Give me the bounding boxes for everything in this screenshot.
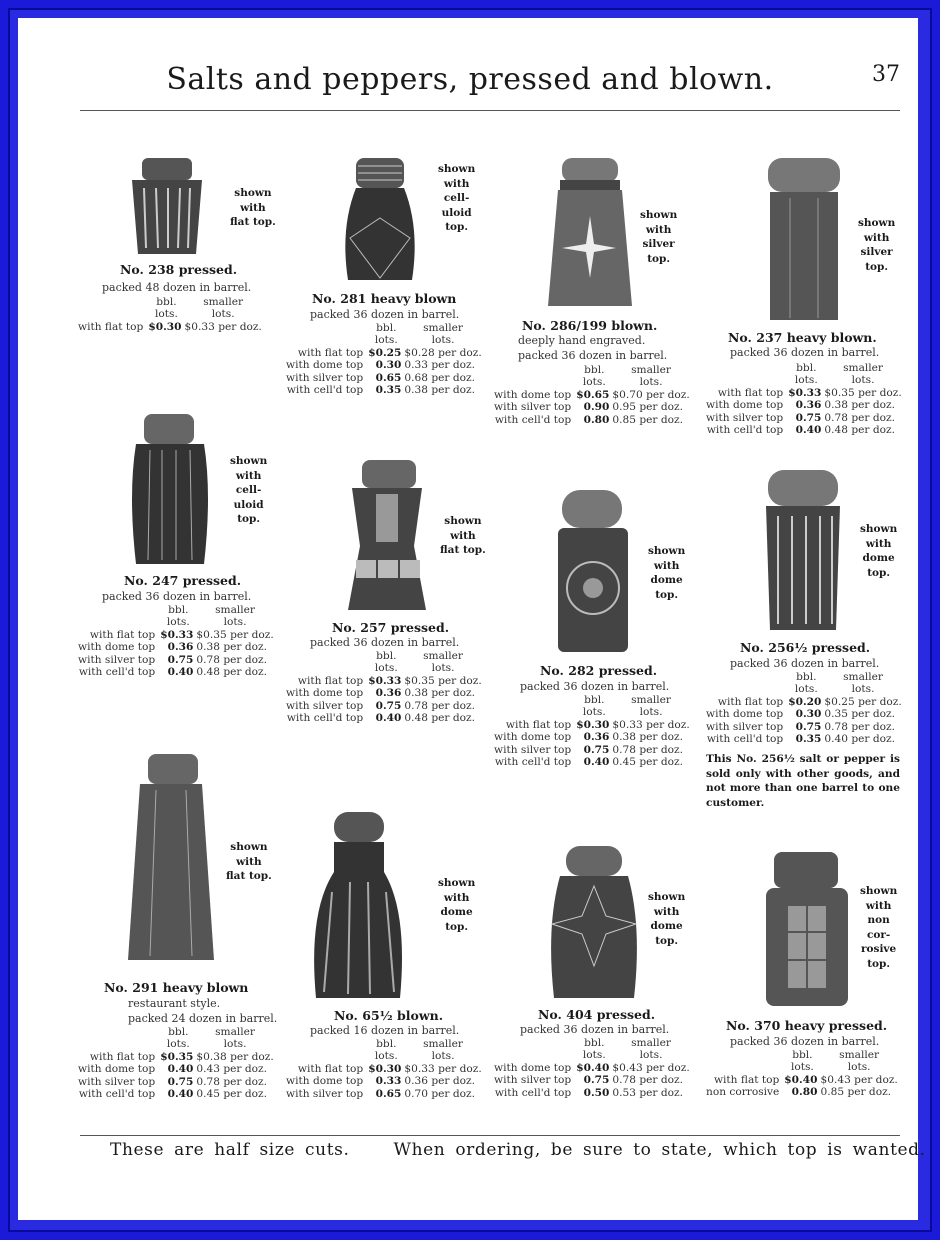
header-smaller-lots: smaller xyxy=(423,322,464,334)
smaller-lots-price: 0.85 per doz. xyxy=(612,413,683,426)
item-11-top-note: shown with dome top. xyxy=(648,891,686,947)
price-row xyxy=(494,1074,690,1086)
top-type: with silver top xyxy=(286,1087,364,1100)
top-type: with flat top xyxy=(297,346,364,359)
item-2-product-name: No. 281 heavy blown xyxy=(312,291,457,306)
item-7-top-note: shown with dome top. xyxy=(648,545,686,601)
top-type: with flat top xyxy=(78,320,144,333)
barrel-price: $0.30 xyxy=(576,718,610,731)
footer-ordering-note: When ordering, be sure to state, which top is wanted. xyxy=(393,1140,926,1160)
smaller-lots-price: $0.43 per doz. xyxy=(612,1061,690,1074)
header-smaller-lots: smaller xyxy=(843,362,884,374)
price-row xyxy=(706,733,902,745)
shaker-247-illustration xyxy=(128,414,212,566)
header-smaller-lots: smaller xyxy=(203,296,244,308)
top-type: non corrosive xyxy=(706,1086,780,1099)
top-type: with silver top xyxy=(494,1074,572,1087)
header-bbl-lots: lots. xyxy=(582,1049,606,1062)
price-row xyxy=(706,412,902,424)
header-bbl-lots: lots. xyxy=(790,1061,814,1074)
smaller-lots-price: 0.48 per doz. xyxy=(824,424,895,437)
smaller-lots-price: $0.28 per doz. xyxy=(404,346,482,359)
page-number: 37 xyxy=(872,62,900,87)
price-row xyxy=(706,399,902,411)
barrel-price: 0.40 xyxy=(583,756,610,769)
top-type: with dome top xyxy=(494,731,572,744)
barrel-price: 0.40 xyxy=(795,424,822,437)
top-type: with flat top xyxy=(89,1050,156,1063)
barrel-price: 0.75 xyxy=(583,743,610,756)
top-type: with cell'd top xyxy=(78,666,156,679)
header-smaller-lots: smaller xyxy=(631,1037,672,1049)
top-type: with dome top xyxy=(706,399,784,412)
header-smaller-lots: smaller xyxy=(631,694,672,706)
smaller-lots-price: 0.78 per doz. xyxy=(612,743,683,756)
price-row xyxy=(78,321,262,333)
top-type: with flat top xyxy=(717,386,784,399)
smaller-lots-price: 0.68 per doz. xyxy=(404,371,475,384)
item-11-packing-note: packed 36 dozen in barrel. xyxy=(520,1023,670,1036)
barrel-price: 0.36 xyxy=(167,641,194,654)
item-1-packing-note: packed 48 dozen in barrel. xyxy=(102,281,252,294)
item-8-product-name: No. 256½ pressed. xyxy=(740,640,871,655)
smaller-lots-price: 0.45 per doz. xyxy=(612,756,683,769)
barrel-price: 0.30 xyxy=(375,359,402,372)
barrel-price: 0.75 xyxy=(795,720,822,733)
price-row xyxy=(706,1086,898,1098)
barrel-price: 0.75 xyxy=(167,653,194,666)
shaker-281-illustration xyxy=(340,158,420,284)
page-title: Salts and peppers, pressed and blown. xyxy=(166,62,774,97)
item-8-price-table xyxy=(706,671,902,745)
header-bbl-lots: bbl. xyxy=(584,364,605,376)
smaller-lots-price: $0.35 per doz. xyxy=(404,674,482,687)
item-6-price-table xyxy=(286,650,482,724)
item-8-packing-note: packed 36 dozen in barrel. xyxy=(730,657,880,670)
header-bbl-lots: bbl. xyxy=(168,1026,189,1038)
smaller-lots-price: 0.38 per doz. xyxy=(404,687,475,700)
smaller-lots-price: 0.78 per doz. xyxy=(612,1074,683,1087)
item-5-top-note: shown with cell- uloid top. xyxy=(230,455,268,525)
top-type: with cell'd top xyxy=(286,384,364,397)
top-type: with flat top xyxy=(89,628,156,641)
barrel-price: $0.20 xyxy=(788,695,822,708)
barrel-price: $0.40 xyxy=(576,1061,610,1074)
price-row xyxy=(494,414,690,426)
header-bbl-lots: lots. xyxy=(582,706,606,719)
barrel-price: 0.35 xyxy=(375,384,402,397)
item-3-packing-note: packed 36 dozen in barrel. xyxy=(518,349,668,362)
price-row xyxy=(706,708,902,720)
item-9-packing-note: restaurant style. xyxy=(128,997,221,1010)
barrel-price: 0.75 xyxy=(583,1074,610,1087)
top-type: with flat top xyxy=(713,1073,780,1086)
header-bbl-lots: lots. xyxy=(155,308,178,321)
barrel-price: 0.40 xyxy=(167,1088,194,1101)
barrel-price: 0.75 xyxy=(375,699,402,712)
smaller-lots-price: 0.48 per doz. xyxy=(404,712,475,725)
barrel-price: $0.33 xyxy=(788,386,822,399)
top-type: with dome top xyxy=(78,641,156,654)
top-type: with dome top xyxy=(706,708,784,721)
header-bbl-lots: lots. xyxy=(582,376,606,389)
item-9-top-note: shown with flat top. xyxy=(226,841,272,882)
smaller-lots-price: 0.38 per doz. xyxy=(404,384,475,397)
price-row xyxy=(494,389,690,401)
barrel-price: 0.80 xyxy=(791,1086,818,1099)
header-bbl-lots: bbl. xyxy=(376,650,397,662)
smaller-lots-price: 0.78 per doz. xyxy=(196,653,267,666)
barrel-price: 0.40 xyxy=(167,1063,194,1076)
price-row xyxy=(286,347,482,359)
item-7-product-name: No. 282 pressed. xyxy=(540,663,658,678)
top-type: with cell'd top xyxy=(494,1086,572,1099)
header-smaller-lots: lots. xyxy=(639,706,663,719)
barrel-price: $0.40 xyxy=(784,1073,818,1086)
top-type: with dome top xyxy=(78,1063,156,1076)
header-bbl-lots: lots. xyxy=(166,1038,190,1051)
header-smaller-lots: smaller xyxy=(215,1026,256,1038)
nb-256-note: This No. 256½ salt or pepper is sold only with other goods, and not more than one barrel to one customer. xyxy=(706,753,900,809)
price-row xyxy=(78,1076,274,1088)
header-smaller-lots: smaller xyxy=(839,1049,880,1061)
smaller-lots-price: 0.38 per doz. xyxy=(824,399,895,412)
header-bbl-lots: bbl. xyxy=(376,1038,397,1050)
shaker-291-illustration xyxy=(126,754,216,962)
header-smaller-lots: lots. xyxy=(211,308,235,321)
top-type: with dome top xyxy=(286,1075,364,1088)
shaker-286-illustration xyxy=(548,158,634,308)
smaller-lots-price: 0.95 per doz. xyxy=(612,401,683,414)
smaller-lots-price: 0.45 per doz. xyxy=(196,1088,267,1101)
barrel-price: $0.30 xyxy=(368,1062,402,1075)
smaller-lots-price: 0.38 per doz. xyxy=(196,641,267,654)
price-row xyxy=(706,424,902,436)
item-12-top-note: shown with non cor- rosive top. xyxy=(860,885,898,970)
item-6-product-name: No. 257 pressed. xyxy=(332,620,450,635)
price-row xyxy=(494,744,690,756)
header-bbl-lots: lots. xyxy=(374,334,398,347)
price-row xyxy=(494,731,690,743)
top-type: with flat top xyxy=(297,674,364,687)
price-row xyxy=(494,1062,690,1074)
price-row xyxy=(494,401,690,413)
shaker-404-illustration xyxy=(546,846,642,1002)
smaller-lots-price: 0.35 per doz. xyxy=(824,708,895,721)
price-row xyxy=(286,359,482,371)
item-5-packing-note: packed 36 dozen in barrel. xyxy=(102,590,252,603)
smaller-lots-price: $0.35 per doz. xyxy=(196,628,274,641)
header-smaller-lots: lots. xyxy=(223,1038,247,1051)
smaller-lots-price: 0.78 per doz. xyxy=(404,699,475,712)
item-2-packing-note: packed 36 dozen in barrel. xyxy=(310,308,460,321)
smaller-lots-price: $0.38 per doz. xyxy=(196,1050,274,1063)
header-bbl-lots: bbl. xyxy=(792,1049,813,1061)
header-smaller-lots: lots. xyxy=(847,1061,871,1074)
smaller-lots-price: 0.70 per doz. xyxy=(404,1087,475,1100)
price-row xyxy=(494,1087,690,1099)
price-row xyxy=(286,1063,482,1075)
top-type: with silver top xyxy=(78,1075,156,1088)
item-10-price-table xyxy=(286,1038,482,1100)
header-smaller-lots: smaller xyxy=(423,1038,464,1050)
header-bbl-lots: lots. xyxy=(794,374,818,387)
header-bbl-lots: lots. xyxy=(374,662,398,675)
top-type: with silver top xyxy=(286,699,364,712)
top-type: with flat top xyxy=(717,695,784,708)
header-smaller-lots: lots. xyxy=(223,616,247,629)
header-rule xyxy=(80,110,900,111)
barrel-price: 0.80 xyxy=(583,413,610,426)
price-row xyxy=(706,721,902,733)
barrel-price: $0.35 xyxy=(160,1050,194,1063)
barrel-price: 0.33 xyxy=(375,1075,402,1088)
header-smaller-lots: smaller xyxy=(423,650,464,662)
item-3-top-note: shown with silver top. xyxy=(640,209,678,265)
item-4-top-note: shown with silver top. xyxy=(858,217,896,273)
smaller-lots-price: $0.25 per doz. xyxy=(824,695,902,708)
item-12-price-table xyxy=(706,1049,898,1099)
barrel-price: 0.65 xyxy=(375,371,402,384)
footer-text xyxy=(110,1140,926,1160)
price-row xyxy=(78,629,274,641)
price-row xyxy=(286,675,482,687)
price-row xyxy=(286,1075,482,1087)
barrel-price: 0.75 xyxy=(795,411,822,424)
item-2-price-table xyxy=(286,322,482,396)
item-10-top-note: shown with dome top. xyxy=(438,877,476,933)
smaller-lots-price: 0.43 per doz. xyxy=(196,1063,267,1076)
smaller-lots-price: $0.70 per doz. xyxy=(612,388,690,401)
item-12-product-name: No. 370 heavy pressed. xyxy=(726,1018,888,1033)
barrel-price: 0.36 xyxy=(375,687,402,700)
price-row xyxy=(706,387,902,399)
shaker-257-illustration xyxy=(342,460,432,616)
item-10-product-name: No. 65½ blown. xyxy=(334,1008,444,1023)
top-type: with cell'd top xyxy=(706,733,784,746)
price-row xyxy=(78,1088,274,1100)
header-smaller-lots: smaller xyxy=(843,671,884,683)
shaker-282-illustration xyxy=(548,490,638,656)
item-9-packing-note: packed 24 dozen in barrel. xyxy=(128,1012,278,1025)
item-6-packing-note: packed 36 dozen in barrel. xyxy=(310,636,460,649)
shaker-238-illustration xyxy=(128,158,208,258)
price-row xyxy=(706,1074,898,1086)
shaker-65-illustration xyxy=(308,812,408,1002)
smaller-lots-price: $0.33 per doz. xyxy=(184,320,262,333)
header-smaller-lots: lots. xyxy=(639,1049,663,1062)
header-smaller-lots: lots. xyxy=(851,683,875,696)
barrel-price: 0.35 xyxy=(795,733,822,746)
header-bbl-lots: lots. xyxy=(794,683,818,696)
item-4-product-name: No. 237 heavy blown. xyxy=(728,330,877,345)
price-row xyxy=(78,654,274,666)
header-smaller-lots: lots. xyxy=(431,334,455,347)
price-row xyxy=(78,1051,274,1063)
top-type: with cell'd top xyxy=(494,413,572,426)
barrel-price: 0.50 xyxy=(583,1086,610,1099)
item-10-packing-note: packed 16 dozen in barrel. xyxy=(310,1024,460,1037)
top-type: with flat top xyxy=(297,1062,364,1075)
barrel-price: $0.30 xyxy=(148,320,182,333)
price-row xyxy=(286,384,482,396)
price-row xyxy=(78,1063,274,1075)
barrel-price: 0.65 xyxy=(375,1087,402,1100)
header-smaller-lots: lots. xyxy=(639,376,663,389)
header-bbl-lots: bbl. xyxy=(584,1037,605,1049)
header-bbl-lots: bbl. xyxy=(796,671,817,683)
barrel-price: 0.40 xyxy=(375,712,402,725)
item-11-product-name: No. 404 pressed. xyxy=(538,1007,656,1022)
header-smaller-lots: smaller xyxy=(631,364,672,376)
item-6-top-note: shown with flat top. xyxy=(440,515,486,556)
barrel-price: $0.25 xyxy=(368,346,402,359)
price-row xyxy=(494,719,690,731)
price-row xyxy=(286,1088,482,1100)
smaller-lots-price: 0.53 per doz. xyxy=(612,1086,683,1099)
barrel-price: 0.75 xyxy=(167,1075,194,1088)
item-4-packing-note: packed 36 dozen in barrel. xyxy=(730,346,880,359)
smaller-lots-price: $0.43 per doz. xyxy=(820,1073,898,1086)
shaker-370-illustration xyxy=(764,852,850,1008)
top-type: with silver top xyxy=(286,371,364,384)
smaller-lots-price: 0.38 per doz. xyxy=(612,731,683,744)
item-11-price-table xyxy=(494,1037,690,1099)
item-1-top-note: shown with flat top. xyxy=(230,187,276,228)
smaller-lots-price: 0.78 per doz. xyxy=(824,720,895,733)
smaller-lots-price: $0.35 per doz. xyxy=(824,386,902,399)
header-bbl-lots: lots. xyxy=(166,616,190,629)
price-row xyxy=(286,712,482,724)
price-row xyxy=(286,700,482,712)
item-3-packing-note: deeply hand engraved. xyxy=(518,334,646,347)
item-3-price-table xyxy=(494,364,690,426)
top-type: with dome top xyxy=(494,388,572,401)
barrel-price: $0.33 xyxy=(160,628,194,641)
barrel-price: 0.40 xyxy=(167,666,194,679)
top-type: with silver top xyxy=(78,653,156,666)
top-type: with silver top xyxy=(706,720,784,733)
top-type: with cell'd top xyxy=(706,424,784,437)
header-smaller-lots: lots. xyxy=(851,374,875,387)
smaller-lots-price: 0.85 per doz. xyxy=(820,1086,892,1099)
top-type: with dome top xyxy=(286,687,364,700)
item-1-product-name: No. 238 pressed. xyxy=(120,262,238,277)
top-type: with cell'd top xyxy=(78,1088,156,1101)
smaller-lots-price: 0.48 per doz. xyxy=(196,666,267,679)
barrel-price: 0.36 xyxy=(583,731,610,744)
top-type: with silver top xyxy=(706,411,784,424)
header-bbl-lots: lots. xyxy=(374,1050,398,1063)
barrel-price: $0.65 xyxy=(576,388,610,401)
header-smaller-lots: lots. xyxy=(431,1050,455,1063)
item-2-top-note: shown with cell- uloid top. xyxy=(438,163,476,233)
item-9-price-table xyxy=(78,1026,274,1100)
item-5-product-name: No. 247 pressed. xyxy=(124,573,242,588)
item-8-top-note: shown with dome top. xyxy=(860,523,898,579)
top-type: with cell'd top xyxy=(494,756,572,769)
price-row xyxy=(286,372,482,384)
barrel-price: 0.30 xyxy=(795,708,822,721)
barrel-price: 0.90 xyxy=(583,401,610,414)
header-bbl-lots: bbl. xyxy=(156,296,177,308)
price-row xyxy=(494,756,690,768)
smaller-lots-price: $0.33 per doz. xyxy=(612,718,690,731)
top-type: with flat top xyxy=(505,718,572,731)
smaller-lots-price: 0.40 per doz. xyxy=(824,733,895,746)
smaller-lots-price: $0.33 per doz. xyxy=(404,1062,482,1075)
price-row xyxy=(78,666,274,678)
item-12-packing-note: packed 36 dozen in barrel. xyxy=(730,1035,880,1048)
item-1-price-table xyxy=(78,296,262,333)
header-bbl-lots: bbl. xyxy=(584,694,605,706)
item-4-price-table xyxy=(706,362,902,436)
price-row xyxy=(706,696,902,708)
top-type: with silver top xyxy=(494,743,572,756)
shaker-237-illustration xyxy=(764,158,844,322)
footer-half-size-note: These are half size cuts. xyxy=(110,1140,350,1160)
footer-rule xyxy=(80,1135,900,1136)
header-smaller-lots: lots. xyxy=(431,662,455,675)
item-5-price-table xyxy=(78,604,274,678)
item-7-packing-note: packed 36 dozen in barrel. xyxy=(520,680,670,693)
shaker-256-illustration xyxy=(760,470,846,634)
smaller-lots-price: 0.33 per doz. xyxy=(404,359,475,372)
item-7-price-table xyxy=(494,694,690,768)
item-9-product-name: No. 291 heavy blown xyxy=(104,980,249,995)
smaller-lots-price: 0.78 per doz. xyxy=(824,411,895,424)
top-type: with silver top xyxy=(494,401,572,414)
top-type: with dome top xyxy=(286,359,364,372)
barrel-price: 0.36 xyxy=(795,399,822,412)
header-bbl-lots: bbl. xyxy=(168,604,189,616)
item-3-product-name: No. 286/199 blown. xyxy=(522,318,658,333)
header-bbl-lots: bbl. xyxy=(376,322,397,334)
price-row xyxy=(78,641,274,653)
header-smaller-lots: smaller xyxy=(215,604,256,616)
barrel-price: $0.33 xyxy=(368,674,402,687)
smaller-lots-price: 0.36 per doz. xyxy=(404,1075,475,1088)
smaller-lots-price: 0.78 per doz. xyxy=(196,1075,267,1088)
top-type: with dome top xyxy=(494,1061,572,1074)
price-row xyxy=(286,687,482,699)
header-bbl-lots: bbl. xyxy=(796,362,817,374)
top-type: with cell'd top xyxy=(286,712,364,725)
